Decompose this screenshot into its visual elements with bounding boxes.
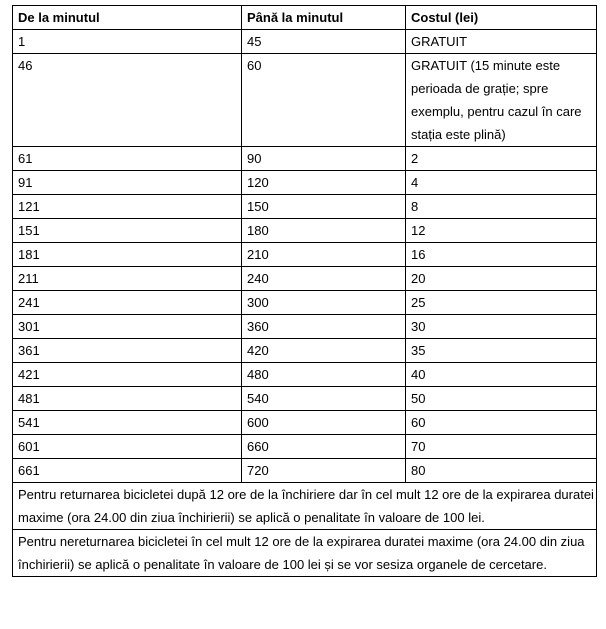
cell-cost: 30 xyxy=(406,315,597,339)
cell-cost: 4 xyxy=(406,171,597,195)
cell-cost: 70 xyxy=(406,435,597,459)
cell-to: 150 xyxy=(242,195,406,219)
cell-to: 45 xyxy=(242,30,406,54)
header-cost: Costul (lei) xyxy=(406,6,597,30)
header-from-minute: De la minutul xyxy=(13,6,242,30)
cell-cost: 80 xyxy=(406,459,597,483)
table-row xyxy=(13,267,597,291)
cell-from: 421 xyxy=(13,363,242,387)
penalty-note-late-return: Pentru returnarea bicicletei după 12 ore de la închiriere dar în cel mult 12 ore de la expirarea duratei maxime (ora 24.00 din ziua închirierii) se aplică o penalitate în valoare de 100 lei. xyxy=(13,483,597,530)
cell-cost: 40 xyxy=(406,363,597,387)
cell-to: 660 xyxy=(242,435,406,459)
cell-from: 361 xyxy=(13,339,242,363)
cell-to: 240 xyxy=(242,267,406,291)
cell-cost: 35 xyxy=(406,339,597,363)
cell-cost: 16 xyxy=(406,243,597,267)
cell-from: 91 xyxy=(13,171,242,195)
table-row xyxy=(13,171,597,195)
penalty-note-row xyxy=(13,530,597,577)
cell-to: 360 xyxy=(242,315,406,339)
cell-from: 301 xyxy=(13,315,242,339)
table-row xyxy=(13,363,597,387)
cell-to: 600 xyxy=(242,411,406,435)
table-row xyxy=(13,54,597,147)
cell-cost: 20 xyxy=(406,267,597,291)
cell-to: 90 xyxy=(242,147,406,171)
table-row xyxy=(13,411,597,435)
cell-to: 720 xyxy=(242,459,406,483)
cell-from: 241 xyxy=(13,291,242,315)
cell-cost: 25 xyxy=(406,291,597,315)
tariff-table xyxy=(12,5,597,577)
cell-cost: GRATUIT (15 minute este perioada de grație; spre exemplu, pentru cazul în care stația este plină) xyxy=(406,54,597,147)
table-row xyxy=(13,387,597,411)
cell-to: 480 xyxy=(242,363,406,387)
table-row xyxy=(13,147,597,171)
table-header-row xyxy=(13,6,597,30)
cell-cost: 8 xyxy=(406,195,597,219)
cell-cost: GRATUIT xyxy=(406,30,597,54)
table-row xyxy=(13,219,597,243)
cell-cost: 12 xyxy=(406,219,597,243)
header-to-minute: Până la minutul xyxy=(242,6,406,30)
cell-cost: 2 xyxy=(406,147,597,171)
cell-from: 1 xyxy=(13,30,242,54)
tariff-table-container xyxy=(12,5,596,577)
cell-to: 300 xyxy=(242,291,406,315)
cell-from: 121 xyxy=(13,195,242,219)
table-row xyxy=(13,339,597,363)
cell-to: 210 xyxy=(242,243,406,267)
table-row xyxy=(13,291,597,315)
cell-to: 540 xyxy=(242,387,406,411)
cell-to: 60 xyxy=(242,54,406,147)
table-row xyxy=(13,435,597,459)
table-row xyxy=(13,459,597,483)
cell-from: 661 xyxy=(13,459,242,483)
cell-to: 120 xyxy=(242,171,406,195)
cell-to: 180 xyxy=(242,219,406,243)
cell-from: 541 xyxy=(13,411,242,435)
cell-cost: 50 xyxy=(406,387,597,411)
table-row xyxy=(13,30,597,54)
table-row xyxy=(13,315,597,339)
penalty-note-non-return: Pentru nereturnarea bicicletei în cel mult 12 ore de la expirarea duratei maxime (ora 24.00 din ziua închirierii) se aplică o penalitate în valoare de 100 lei și se vor sesiza organele de cercetare. xyxy=(13,530,597,577)
cell-from: 481 xyxy=(13,387,242,411)
cell-cost: 60 xyxy=(406,411,597,435)
penalty-note-row xyxy=(13,483,597,530)
cell-from: 46 xyxy=(13,54,242,147)
cell-from: 601 xyxy=(13,435,242,459)
table-row xyxy=(13,195,597,219)
cell-to: 420 xyxy=(242,339,406,363)
cell-from: 61 xyxy=(13,147,242,171)
cell-from: 151 xyxy=(13,219,242,243)
cell-from: 181 xyxy=(13,243,242,267)
cell-from: 211 xyxy=(13,267,242,291)
table-row xyxy=(13,243,597,267)
